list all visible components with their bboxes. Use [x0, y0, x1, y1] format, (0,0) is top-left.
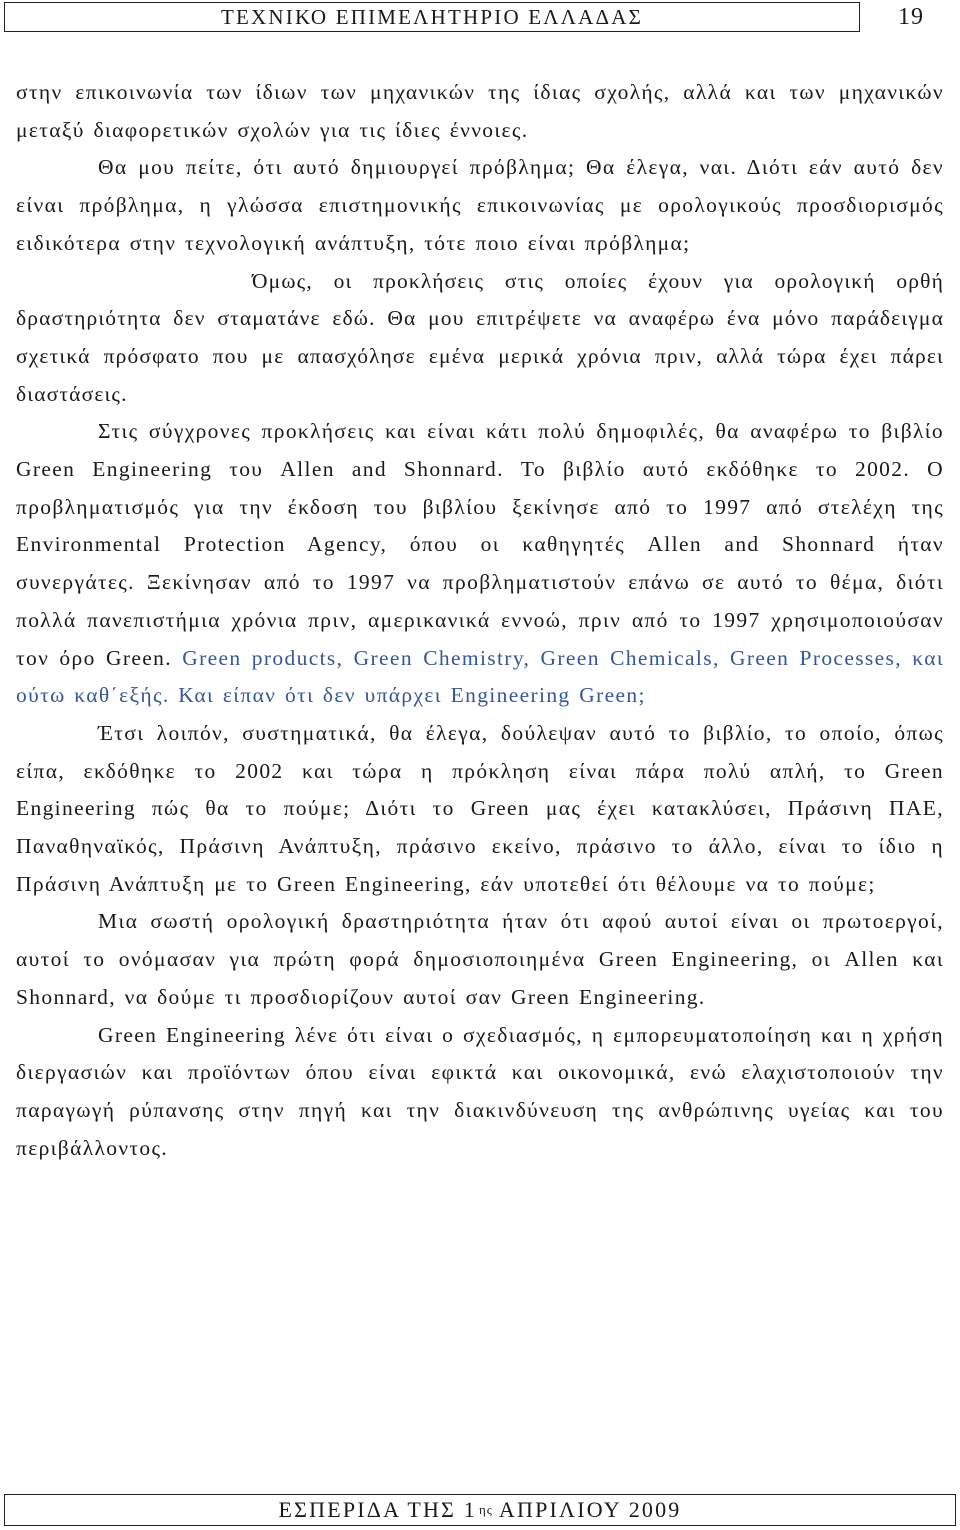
- paragraph-4-text: Στις σύγχρονες προκλήσεις και είναι κάτι πολύ δημοφιλές, θα αναφέρω το βιβλίο Green Engineering του Allen and Shonnard. Το βιβλίο αυτό εκδόθηκε το 2002. Ο προβληματισμός για την έκδοση του βιβλίου ξεκίνησε από το 1997 από στελέχη της Environmental Protection Agency, όπου οι καθηγητές Allen and Shonnard ήταν συνεργάτες. Ξεκίνησαν από το 1997 να προβληματιστούν επάνω σε αυτό το θέμα, διότι πολλά πανεπιστήμια χρόνια πριν, αμερικανικά εννοώ, πριν από το 1997 χρησιμοποιούσαν τον όρο Green.: [16, 419, 944, 670]
- paragraph-1: στην επικοινωνία των ίδιων των μηχανικών της ίδιας σχολής, αλλά και των μηχανικών μεταξύ διαφορετικών σχολών για τις ίδιες έννοιες.: [16, 80, 944, 142]
- paragraph-2: Θα μου πείτε, ότι αυτό δημιουργεί πρόβλημα; Θα έλεγα, ναι. Διότι εάν αυτό δεν είναι πρόβλημα, η γλώσσα επιστημονικής επικοινωνίας με ορολογικούς προσδιορισμός ειδικότερα στην τεχνολογική ανάπτυξη, τότε ποιο είναι πρόβλημα;: [16, 155, 944, 255]
- footer-suffix: ΑΠΡΙΛΙΟΥ 2009: [498, 1497, 682, 1522]
- paragraph-4: [16, 413, 944, 715]
- footer-prefix: ΕΣΠΕΡΙΔΑ ΤΗΣ 1: [278, 1497, 477, 1522]
- paragraph-6: Μια σωστή ορολογική δραστηριότητα ήταν ότι αφού αυτοί είναι οι πρωτοεργοί, αυτοί το ονόμασαν για πρώτη φορά δημοσιοποιημένα Green Engineering, οι Allen και Shonnard, να δούμε τι προσδιορίζουν αυτοί σαν Green Engineering.: [16, 909, 944, 1009]
- running-footer: [4, 1494, 956, 1526]
- paragraph-3: Όμως, οι προκλήσεις στις οποίες έχουν για ορολογική ορθή δραστηριότητα δεν σταματάνε εδώ. Θα μου επιτρέψετε να αναφέρω ένα μόνο παράδειγμα σχετικά πρόσφατο που με απασχόλησε εμένα μερικά χρόνια πριν, αλλά τώρα έχει πάρει διαστάσεις.: [16, 268, 944, 406]
- paragraph-5: Έτσι λοιπόν, συστηματικά, θα έλεγα, δούλεψαν αυτό το βιβλίο, το οποίο, όπως είπα, εκδόθηκε το 2002 και τώρα η πρόκληση είναι πάρα πολύ απλή, το Green Engineering πώς θα το πούμε; Διότι το Green μας έχει κατακλύσει, Πράσινη ΠΑΕ, Παναθηναϊκός, Πράσινη Ανάπτυξη, πράσινο εκείνο, πράσινο το άλλο, είναι το ίδιο η Πράσινη Ανάπτυξη με το Green Engineering, εάν υποτεθεί ότι θέλουμε να το πούμε;: [16, 720, 944, 896]
- paragraph-4-highlight: Green products, Green Chemistry, Green Chemicals, Green Processes, και ούτω καθ΄εξής. Και είπαν ότι δεν υπάρχει Engineering Green;: [16, 645, 944, 708]
- header-title: ΤΕΧΝΙΚΟ ΕΠΙΜΕΛΗΤΗΡΙΟ ΕΛΛΑΔΑΣ: [220, 4, 643, 29]
- page-number: 19: [898, 4, 924, 30]
- paragraph-7: Green Engineering λένε ότι είναι ο σχεδιασμός, η εμπορευματοποίηση και η χρήση διεργασιών και προϊόντων όπου είναι εφικτά και οικονομικά, ενώ ελαχιστοποιούν την παραγωγή ρύπανσης στην πηγή και την διακινδύνευση της ανθρώπινης υγείας και του περιβάλλοντος.: [16, 1022, 944, 1160]
- running-header: [4, 2, 860, 32]
- document-body: [16, 74, 944, 1167]
- footer-superscript: ης: [478, 1502, 493, 1517]
